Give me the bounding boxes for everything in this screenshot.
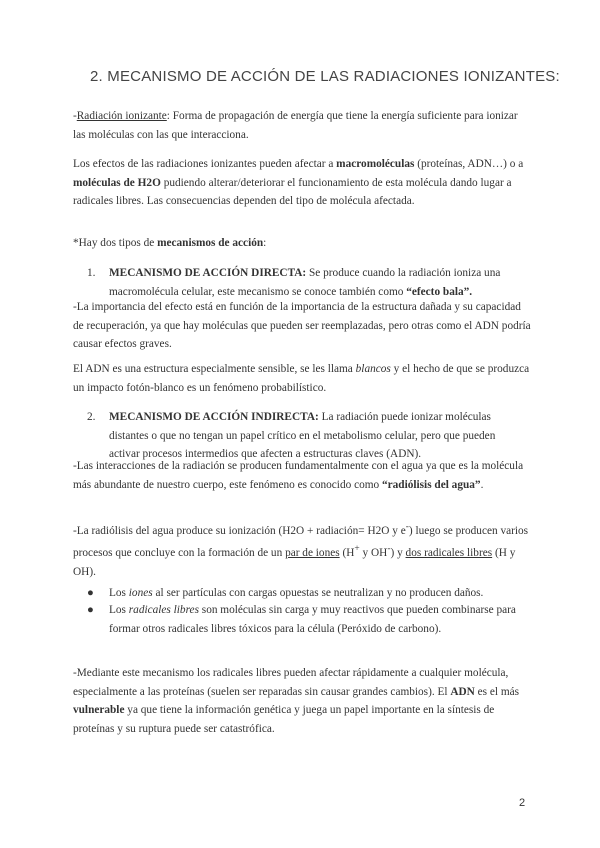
page-number: 2 <box>519 797 526 809</box>
def-text: : Forma de propagación de energía que tiene la energía suficiente para ionizar las moléculas con las que interacciona. <box>73 110 518 141</box>
effects-text-2: (proteínas, ADN…) o a <box>414 158 524 170</box>
radiolysis-text-3: (H <box>339 547 355 560</box>
dna-italic: blancos <box>355 363 391 375</box>
final-text-1: -Mediante este mecanismo los radicales libres pueden afectar rápidamente a cualquier molécula, especialmente a las proteínas (suelen ser reparadas sin causar grandes cambios). El <box>73 667 509 698</box>
dna-text-1: El ADN es una estructura especialmente sensible, se les llama <box>73 363 356 375</box>
direct-bold: “efecto bala”. <box>406 285 473 298</box>
water-bold: “radiólisis del agua” <box>382 478 481 491</box>
bullet-free-radicals <box>87 601 527 638</box>
types-text-1: *Hay dos tipos de <box>73 237 158 249</box>
radiolysis-text-5: ) y <box>390 547 406 560</box>
direct-importance-paragraph <box>73 298 533 354</box>
def-prefix: - <box>73 110 77 122</box>
types-paragraph <box>73 234 533 253</box>
dna-paragraph <box>73 360 533 397</box>
radiolysis-text-2: ) luego se producen varios procesos que concluye con la formación de un <box>73 524 529 560</box>
bullet-2-text-1: Los <box>109 604 129 616</box>
direct-text: Se produce cuando la radiación ioniza una macromolécula celular, este mecanismo se conoce también como <box>109 267 501 298</box>
bullet-1-italic: iones <box>128 587 153 599</box>
bullet-icon: ● <box>87 587 94 599</box>
bullet-2-text-2: son moléculas sin carga y muy reactivos que pueden combinarse para formar otros radicales libres tóxicos para la célula (Peróxido de carbono). <box>109 604 516 635</box>
effects-paragraph <box>73 155 533 211</box>
def-term: Radiación ionizante <box>76 110 167 122</box>
final-text-3: ya que tiene la información genética y juega un papel importante en la síntesis de proteínas y su ruptura puede ser catastrófica. <box>73 704 495 735</box>
effects-text-3: pudiendo alterar/deteriorar el funcionamiento de esta molécula dando lugar a radicales libres. Las consecuencias dependen del tipo de molécula afectada. <box>73 176 512 207</box>
radiolysis-sup-1: - <box>405 522 409 532</box>
direct-mechanism-item <box>87 264 527 301</box>
types-bold: mecanismos de acción <box>157 237 264 249</box>
bullet-1-text-2: al ser partículas con cargas opuestas se neutralizan y no producen daños. <box>152 587 484 599</box>
bullet-2-italic: radicales libres <box>128 604 199 616</box>
final-text-2: es el más <box>474 685 520 698</box>
indirect-mechanism-item <box>87 408 527 464</box>
radiolysis-paragraph <box>73 518 533 581</box>
final-bold-1: ADN <box>450 685 475 698</box>
radiolysis-text-1: -La radiólisis del agua produce su ionización (H2O + radiación= H2O y e <box>73 524 406 537</box>
types-text-2: : <box>263 237 267 249</box>
bullet-icon: ● <box>87 604 94 616</box>
bullet-ions <box>87 584 527 603</box>
direct-importance-text: -La importancia del efecto está en función de la importancia de la estructura dañada y su capacidad de recuperación, ya que hay moléculas que pueden ser reemplazadas, pero otras como el ADN podría causar efectos graves. <box>73 301 531 350</box>
radiolysis-underline-1: par de iones <box>285 547 340 560</box>
section-title: 2. MECANISMO DE ACCIÓN DE LAS RADIACIONES IONIZANTES: <box>90 68 560 85</box>
dna-text-2: y el hecho de que se produzca un impacto fotón-blanco es un fenómeno probabilístico. <box>73 363 530 394</box>
radiolysis-sup-3: - <box>387 544 391 555</box>
radiolysis-sup-2: + <box>354 544 360 555</box>
radiolysis-underline-2: dos radicales libres <box>405 547 493 560</box>
water-text: -Las interacciones de la radiación se producen fundamentalmente con el agua ya que es la molécula más abundante de nuestro cuerpo, este fenómeno es conocido como <box>73 460 524 491</box>
final-bold-2: vulnerable <box>73 704 125 716</box>
radiolysis-text-6: (H y OH). <box>73 547 516 578</box>
radiolysis-text-4: y OH <box>359 547 388 560</box>
water-interaction-paragraph <box>73 457 533 494</box>
direct-number: 1. <box>87 267 96 279</box>
indirect-text: La radiación puede ionizar moléculas distantes o que no tengan un papel crítico en el metabolismo celular, pero que pueden activar procesos intermedios que afecten a estructuras claves (ADN). <box>109 411 496 460</box>
water-end: . <box>480 478 484 491</box>
effects-bold-2: moléculas de H2O <box>73 176 161 189</box>
definition-paragraph <box>73 107 533 144</box>
direct-heading: MECANISMO DE ACCIÓN DIRECTA: <box>109 267 307 279</box>
indirect-number: 2. <box>87 411 96 423</box>
effects-text-1: Los efectos de las radiaciones ionizantes pueden afectar a <box>73 158 337 170</box>
effects-bold-1: macromoléculas <box>336 158 415 170</box>
bullet-1-text-1: Los <box>109 587 129 599</box>
final-paragraph <box>73 664 533 738</box>
indirect-heading: MECANISMO DE ACCIÓN INDIRECTA: <box>109 411 319 423</box>
